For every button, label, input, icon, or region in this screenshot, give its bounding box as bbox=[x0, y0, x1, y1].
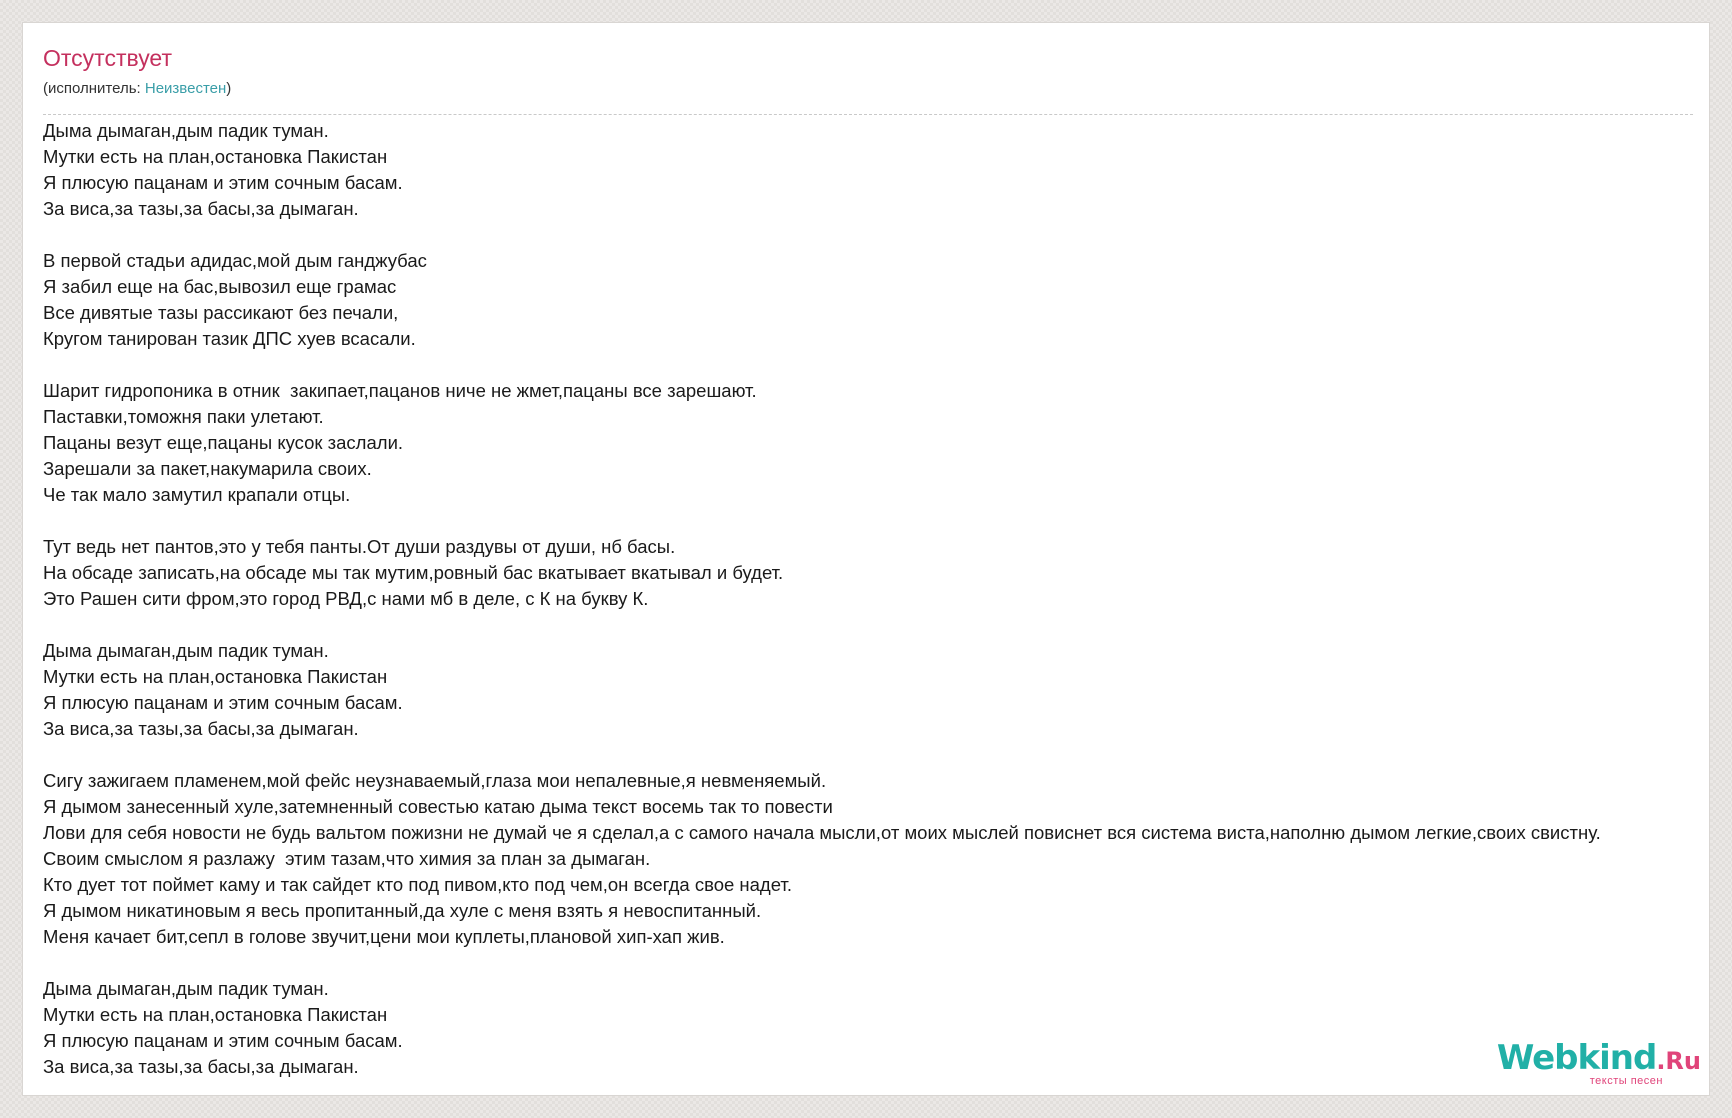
lyric-line: Я дымом никатиновым я весь пропитанный,да хуле с меня взять я невоспитанный. bbox=[43, 900, 762, 921]
stanza-gap bbox=[43, 612, 1710, 638]
stanza-gap bbox=[43, 222, 1710, 248]
lyric-line: Сигу зажигаем пламенем,мой фейс неузнаваемый,глаза мои непалевные,я невменяемый. bbox=[43, 770, 827, 791]
lyric-line: Шарит гидропоника в отник закипает,пацанов ниче не жмет,пацаны все зарешают. bbox=[43, 380, 757, 401]
lyric-line: Я дымом занесенный хуле,затемненный совестью катаю дыма текст восемь так то повести bbox=[43, 796, 833, 817]
lyrics-text bbox=[43, 118, 1710, 1080]
lyric-line: Мутки есть на план,остановка Пакистан bbox=[43, 666, 388, 687]
performer-suffix: ) bbox=[226, 80, 232, 97]
logo-tld: .Ru bbox=[1656, 1047, 1701, 1075]
lyric-line: Дыма дымаган,дым падик туман. bbox=[43, 978, 329, 999]
lyric-line: Дыма дымаган,дым падик туман. bbox=[43, 640, 329, 661]
site-logo[interactable] bbox=[1496, 1038, 1701, 1089]
lyric-line: В первой стадьи адидас,мой дым ганджубас bbox=[43, 250, 427, 271]
lyric-line: Я забил еще на бас,вывозил еще грамас bbox=[43, 276, 397, 297]
lyrics-card bbox=[22, 22, 1710, 1096]
lyric-line: Я плюсую пацанам и этим сочным басам. bbox=[43, 692, 403, 713]
stanza-gap bbox=[43, 508, 1710, 534]
song-title: Отсутствует bbox=[43, 45, 172, 71]
performer-line bbox=[43, 79, 231, 99]
performer-prefix: (исполнитель: bbox=[43, 80, 145, 97]
logo-subtitle: тексты песен bbox=[1589, 1075, 1663, 1087]
stanza-gap bbox=[43, 742, 1710, 768]
lyric-line: Все дивятые тазы рассикают без печали, bbox=[43, 302, 399, 323]
lyric-line: За виса,за тазы,за басы,за дымаган. bbox=[43, 1056, 359, 1077]
lyric-line: За виса,за тазы,за басы,за дымаган. bbox=[43, 718, 359, 739]
stanza-gap bbox=[43, 352, 1710, 378]
lyric-line: Меня качает бит,сепл в голове звучит,цени мои куплеты,плановой хип-хап жив. bbox=[43, 926, 725, 947]
song-header bbox=[43, 43, 1693, 115]
logo-word: Webkind bbox=[1496, 1038, 1657, 1078]
lyric-line: Мутки есть на план,остановка Пакистан bbox=[43, 146, 388, 167]
lyric-line: Это Рашен сити фром,это город РВД,с нами мб в деле, с К на букву К. bbox=[43, 588, 649, 609]
performer-link[interactable]: Неизвестен bbox=[144, 80, 227, 97]
lyric-line: Дыма дымаган,дым падик туман. bbox=[43, 120, 329, 141]
lyric-line: Тут ведь нет пантов,это у тебя панты.От души раздувы от души, нб басы. bbox=[43, 536, 676, 557]
lyric-line: Я плюсую пацанам и этим сочным басам. bbox=[43, 172, 403, 193]
lyric-line: Кругом танирован тазик ДПС хуев всасали. bbox=[43, 328, 416, 349]
lyric-line: На обсаде записать,на обсаде мы так мутим,ровный бас вкатывает вкатывал и будет. bbox=[43, 562, 784, 583]
lyric-line: Че так мало замутил крапали отцы. bbox=[43, 484, 351, 505]
stanza-gap bbox=[43, 950, 1710, 976]
lyric-line: Своим смыслом я разлажу этим тазам,что химия за план за дымаган. bbox=[43, 848, 651, 869]
lyric-line: За виса,за тазы,за басы,за дымаган. bbox=[43, 198, 359, 219]
lyric-line: Лови для себя новости не будь вальтом пожизни не думай че я сделал,а с самого начала мысли,от моих мыслей повиснет вся система виста,наполню дымом легкие,своих свистну. bbox=[43, 822, 1601, 843]
lyric-line: Зарешали за пакет,накумарила своих. bbox=[43, 458, 372, 479]
lyric-line: Пацаны везут еще,пацаны кусок заслали. bbox=[43, 432, 404, 453]
lyric-line: Мутки есть на план,остановка Пакистан bbox=[43, 1004, 388, 1025]
lyric-line: Паставки,томожня паки улетают. bbox=[43, 406, 324, 427]
lyric-line: Кто дует тот поймет каму и так сайдет кто под пивом,кто под чем,он всегда свое надет. bbox=[43, 874, 792, 895]
lyric-line: Я плюсую пацанам и этим сочным басам. bbox=[43, 1030, 403, 1051]
